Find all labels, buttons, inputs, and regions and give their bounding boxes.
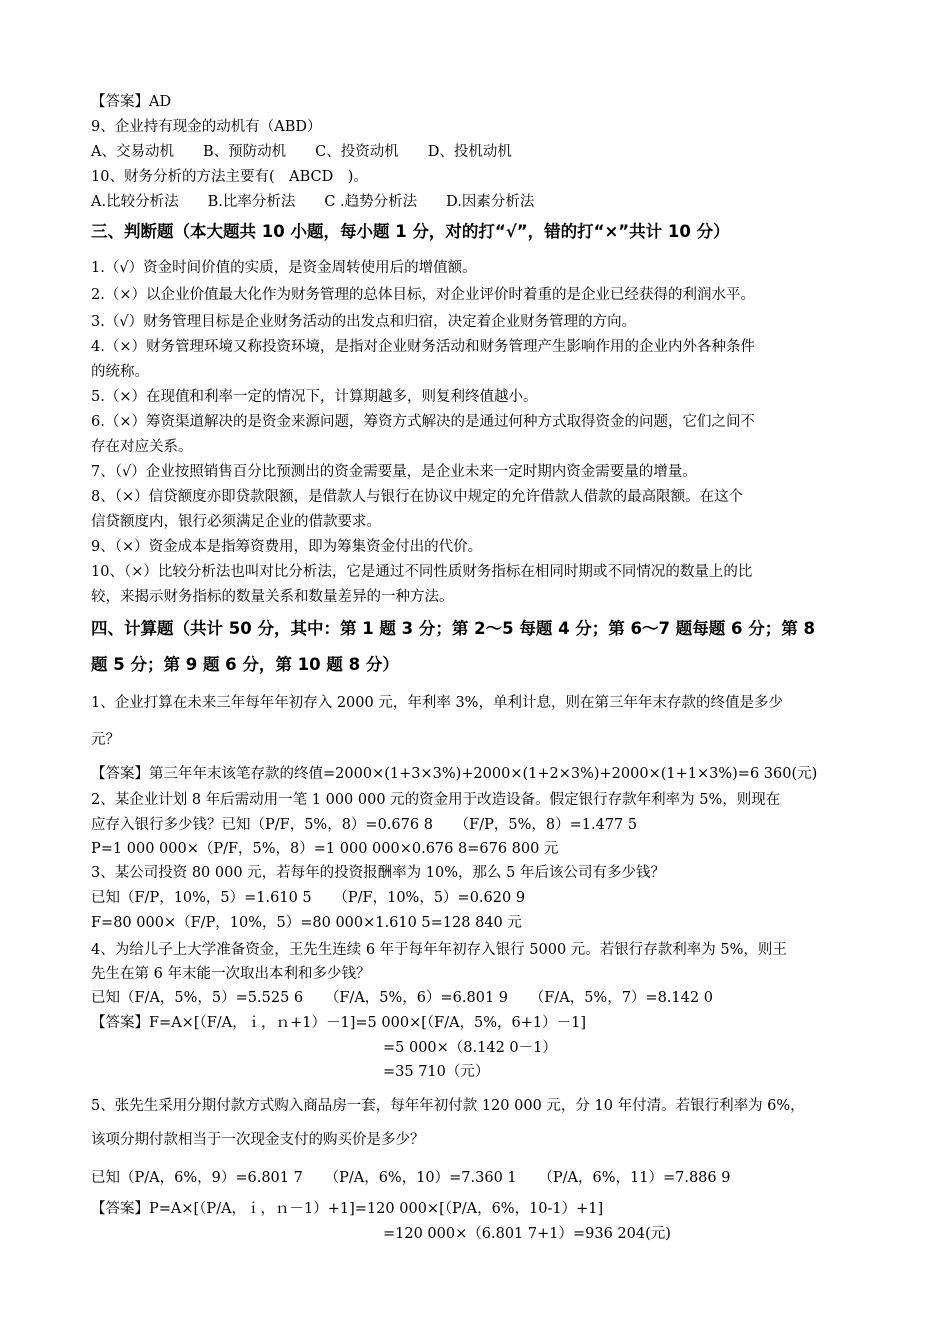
judgment-8-cont: 信贷额度内，银行必须满足企业的借款要求。 xyxy=(91,514,381,530)
judgment-7: 7、（√）企业按照销售百分比预测出的资金需要量，是企业未来一定时期内资金需要量的增量。 xyxy=(91,464,697,480)
calc-4: 4、为给儿子上大学准备资金，王先生连续 6 年于每年年初存入银行 5000 元。若银行存款利率为 5%，则王 xyxy=(91,942,787,958)
judgment-10: 10、（×）比较分析法也叫对比分析法，它是通过不同性质财务指标在相同时期或不同情况的数量上的比 xyxy=(91,564,753,580)
question-10: 10、财务分析的方法主要有( ABCD )。 xyxy=(91,169,368,185)
judgment-6: 6.（×）筹资渠道解决的是资金来源问题，筹资方式解决的是通过何种方式取得资金的问题，它们之间不 xyxy=(91,414,755,430)
section-heading-calculation: 四、计算题（共计 50 分，其中：第 1 题 3 分；第 2～5 每题 4 分；第 6～7 题每题 6 分；第 8 xyxy=(91,619,815,638)
calc-2-answer: P=1 000 000×（P/F，5%，8）=1 000 000×0.676 8=676 800 元 xyxy=(91,841,559,857)
calc-3-given: 已知（F/P，10%，5）=1.610 5 （P/F，10%，5）=0.620 9 xyxy=(91,890,526,906)
judgment-6-cont: 存在对应关系。 xyxy=(91,439,193,455)
calc-2-cont: 应存入银行多少钱？已知（P/F，5%，8）=0.676 8 （F/P，5%，8）=1.477 5 xyxy=(91,817,638,833)
calc-4-answer: 【答案】F=A×[（F/A，ｉ，ｎ+1）－1]=5 000×[（F/A，5%，6+1）－1] xyxy=(91,1015,587,1031)
calc-4-cont: 先生在第 6 年末能一次取出本利和多少钱？ xyxy=(91,966,371,982)
calc-1: 1、企业打算在未来三年每年年初存入 2000 元，年利率 3%，单利计息，则在第三年年末存款的终值是多少 xyxy=(91,695,783,711)
calc-5-answer-step2: =120 000×（6.801 7+1）=936 204(元) xyxy=(383,1226,671,1242)
calc-4-answer-step2: =5 000×（8.142 0－1） xyxy=(383,1040,557,1056)
judgment-4: 4.（×）财务管理环境又称投资环境，是指对企业财务活动和财务管理产生影响作用的企业内外各种条件 xyxy=(91,339,755,355)
question-9: 9、企业持有现金的动机有（ABD） xyxy=(91,119,322,135)
judgment-8: 8、（×）信贷额度亦即贷款限额，是借款人与银行在协议中规定的允许借款人借款的最高限额。在这个 xyxy=(91,489,744,505)
judgment-2: 2.（×）以企业价值最大化作为财务管理的总体目标，对企业评价时着重的是企业已经获得的利润水平。 xyxy=(91,287,755,303)
calc-1-cont: 元？ xyxy=(91,732,120,748)
calc-4-answer-step3: =35 710（元） xyxy=(383,1064,490,1080)
judgment-5: 5.（×）在现值和利率一定的情况下，计算期越多，则复利终值越小。 xyxy=(91,389,538,405)
section-heading-judgment: 三、判断题（本大题共 10 小题，每小题 1 分，对的打“√”，错的打“×”共计 10 分） xyxy=(91,222,730,241)
question-9-options: A、交易动机 B、预防动机 C、投资动机 D、投机动机 xyxy=(91,144,512,160)
judgment-4-cont: 的统称。 xyxy=(91,364,149,380)
section-heading-calculation-cont: 题 5 分；第 9 题 6 分，第 10 题 8 分） xyxy=(91,655,399,674)
calc-4-given: 已知（F/A，5%，5）=5.525 6 （F/A，5%，6）=6.801 9 （F/A，5%，7）=8.142 0 xyxy=(91,990,713,1006)
question-10-options: A.比较分析法 B.比率分析法 C .趋势分析法 D.因素分析法 xyxy=(91,194,535,210)
judgment-10-cont: 较，来揭示财务指标的数量关系和数量差异的一种方法。 xyxy=(91,589,454,605)
calc-2: 2、某企业计划 8 年后需动用一笔 1 000 000 元的资金用于改造设备。假定银行存款年利率为 5%，则现在 xyxy=(91,792,781,808)
calc-5: 5、张先生采用分期付款方式购入商品房一套，每年年初付款 120 000 元，分 10 年付清。若银行利率为 6%， xyxy=(91,1098,805,1114)
calc-5-answer: 【答案】P=A×[（P/A，ｉ，ｎ－1）+1]=120 000×[（P/A，6%，10-1）+1] xyxy=(91,1201,604,1217)
calc-5-given: 已知（P/A，6%，9）=6.801 7 （P/A，6%，10）=7.360 1 （P/A，6%，11）=7.886 9 xyxy=(91,1170,731,1186)
calc-5-cont: 该项分期付款相当于一次现金支付的购买价是多少？ xyxy=(91,1132,425,1148)
judgment-9: 9、（×）资金成本是指筹资费用，即为筹集资金付出的代价。 xyxy=(91,539,483,555)
calc-3: 3、某公司投资 80 000 元，若每年的投资报酬率为 10%，那么 5 年后该公司有多少钱？ xyxy=(91,865,665,881)
answer-line: 【答案】AD xyxy=(91,94,172,110)
calc-3-answer: F=80 000×（F/P，10%，5）=80 000×1.610 5=128 840 元 xyxy=(91,915,522,931)
judgment-3: 3.（√）财务管理目标是企业财务活动的出发点和归宿，决定着企业财务管理的方向。 xyxy=(91,314,637,330)
calc-1-answer: 【答案】第三年年末该笔存款的终值=2000×(1+3×3%)+2000×(1+2×3%)+2000×(1+1×3%)=6 360(元) xyxy=(91,766,818,782)
judgment-1: 1.（√）资金时间价值的实质，是资金周转使用后的增值额。 xyxy=(91,260,477,276)
